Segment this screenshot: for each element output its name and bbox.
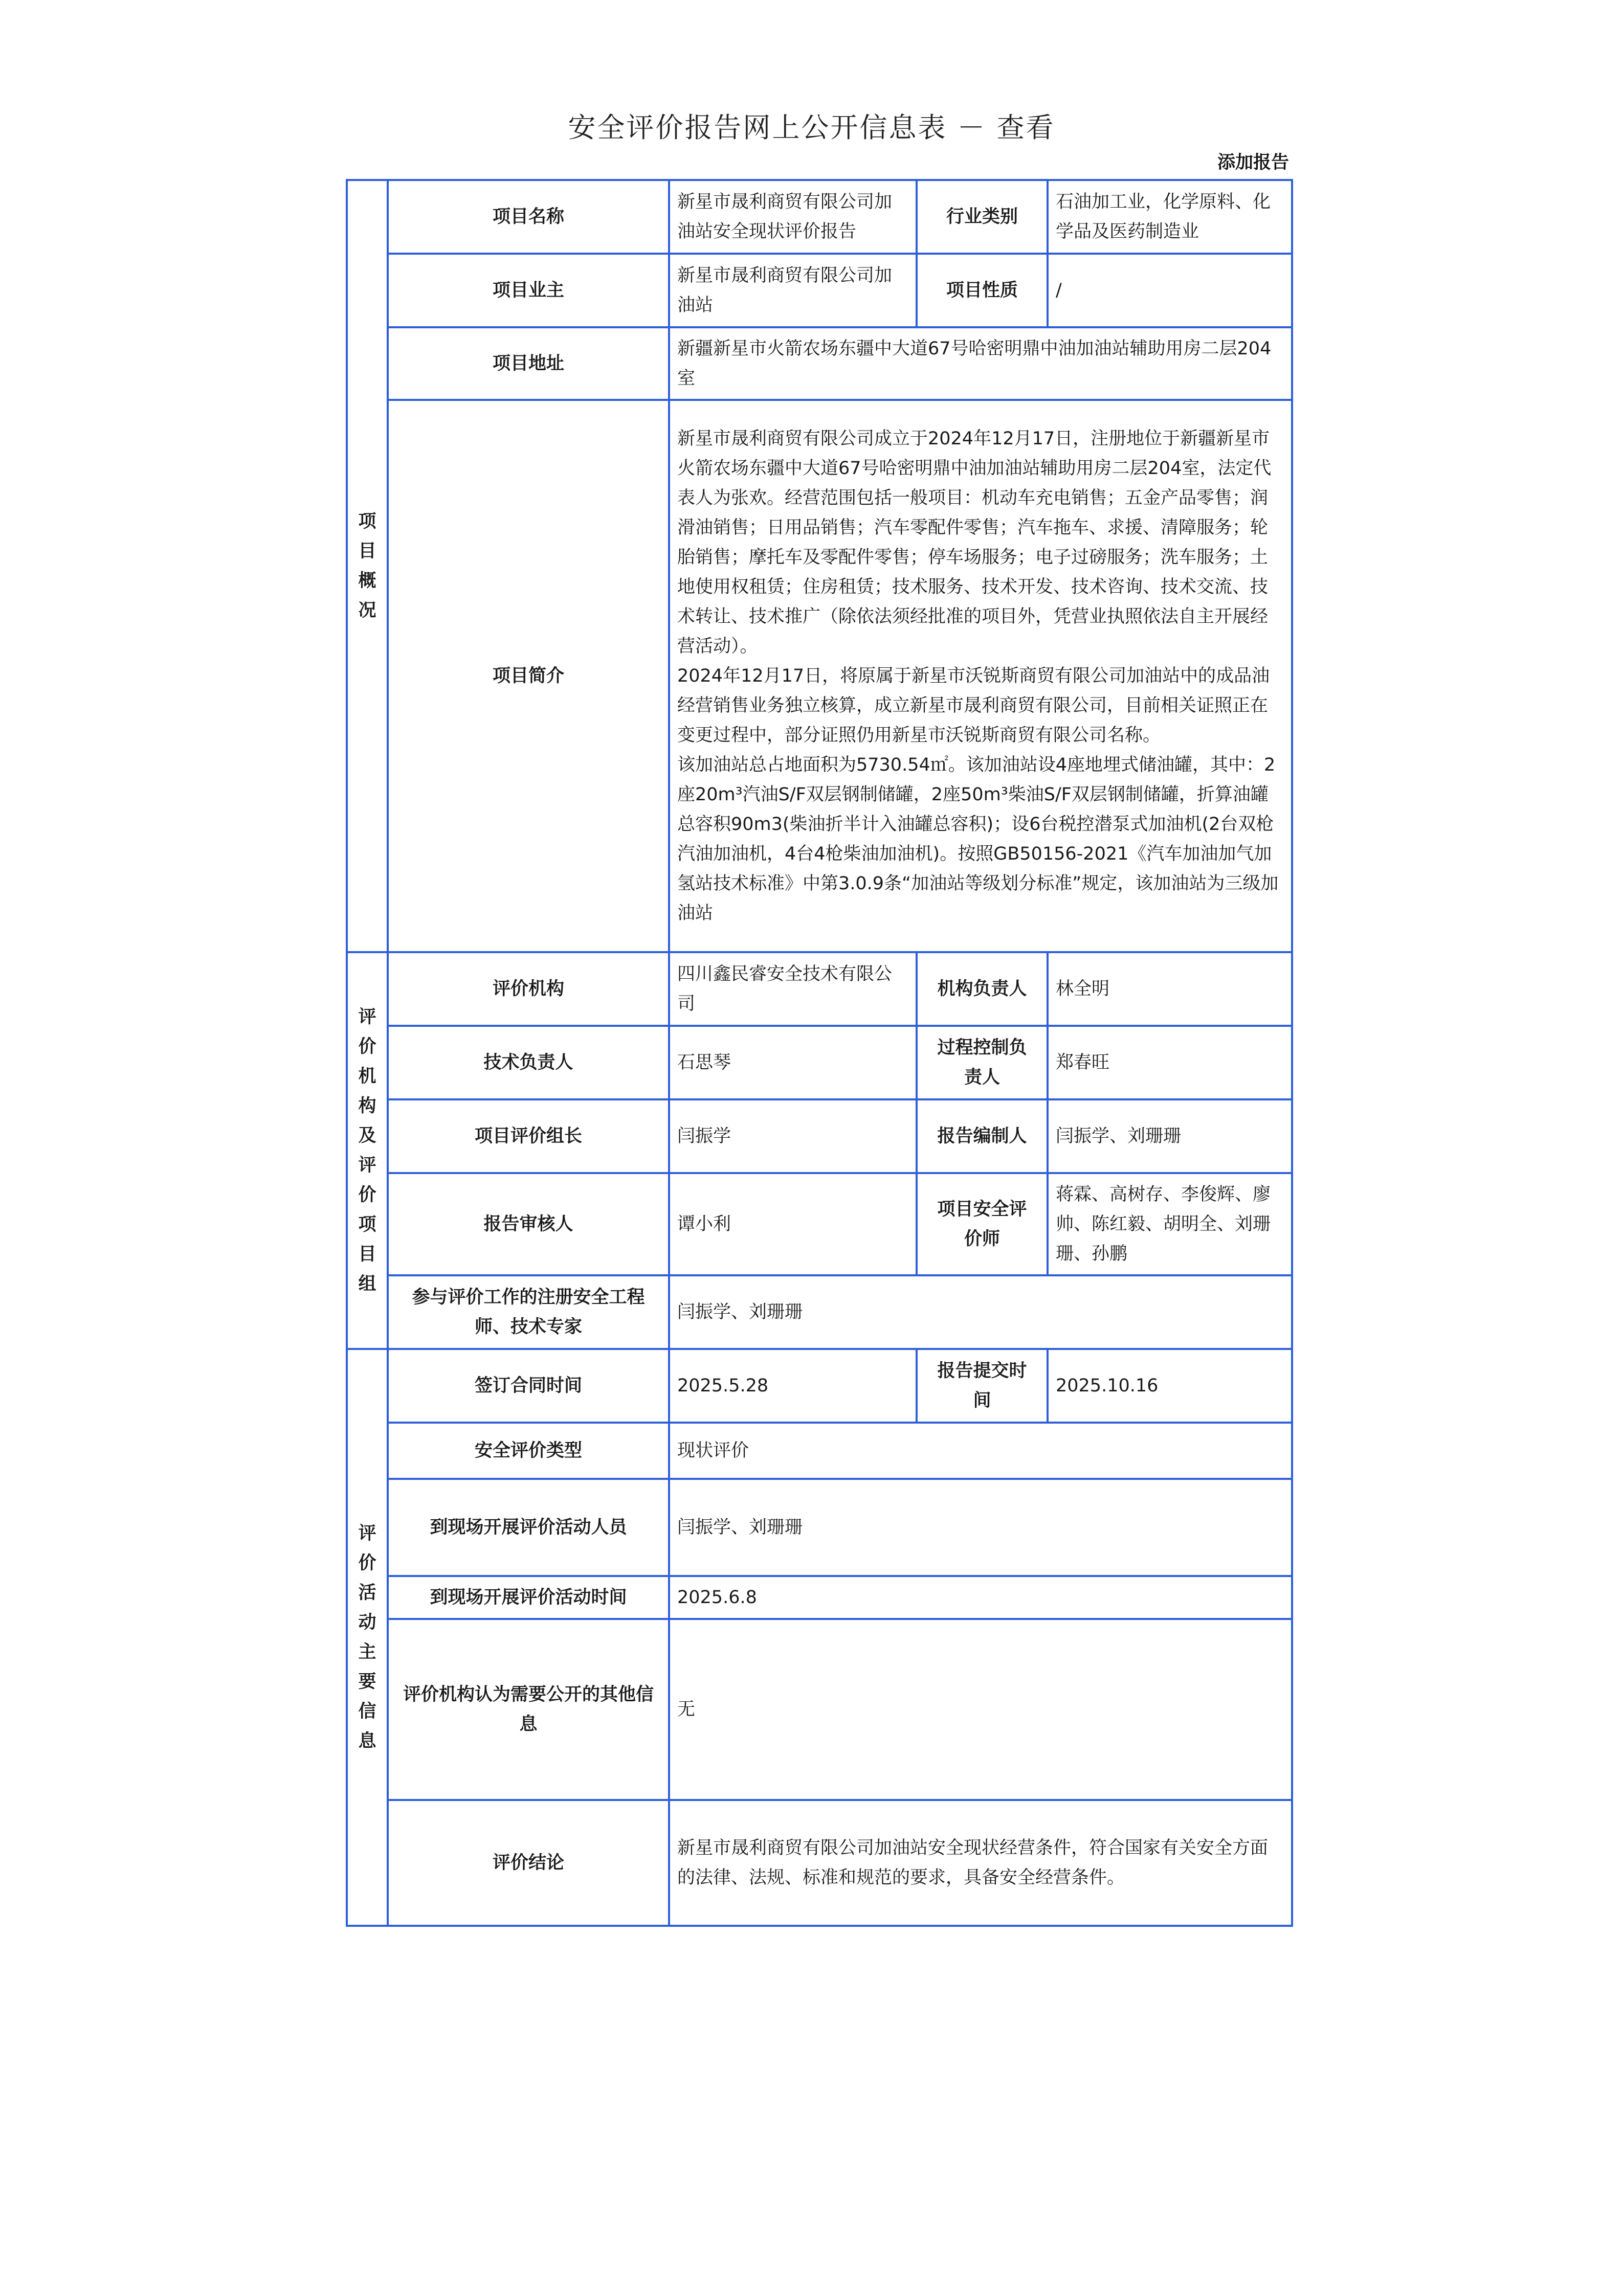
intro-paragraph: 该加油站总占地面积为5730.54㎡。该加油站设4座地埋式储油罐，其中：2座20m³汽油S/F双层钢制储罐，2座50m³柴油S/F双层钢制储罐，折算油罐总容积90m3(柴油折半计入油罐总容积)；设6台税控潜泵式加油机(2台双枪汽油加油机，4台4枪柴油加油机)。按照GB50156-2021《汽车加油加气加氢站技术标准》中第3.0.9条“加油站等级划分标准”规定，该加油站为三级加油站	[677, 755, 1279, 924]
intro-paragraph: 新星市晟利商贸有限公司成立于2024年12月17日，注册地位于新疆新星市火箭农场东疆中大道67号哈密明鼎中油加油站辅助用房二层204室，法定代表人为张欢。经营范围包括一般项目：机动车充电销售；五金产品零售；润滑油销售；日用品销售；汽车零配件零售；汽车拖车、求援、清障服务；轮胎销售；摩托车及零配件零售；停车场服务；电子过磅服务；洗车服务；土地使用权租赁；住房租赁；技术服务、技术开发、技术咨询、技术交流、技术转让、技术推广（除依法须经批准的项目外，凭营业执照依法自主开展经营活动）。	[677, 429, 1272, 657]
submit-time-label: 报告提交时间	[917, 1349, 1048, 1423]
tech-head-value: 石思琴	[669, 1026, 917, 1099]
agency-head-label: 机构负责人	[917, 952, 1048, 1026]
section-org: 评价机构及评价项目组	[347, 952, 388, 1349]
industry-label: 行业类别	[917, 180, 1048, 254]
intro-value	[669, 400, 1292, 952]
conclusion-value: 新星市晟利商贸有限公司加油站安全现状经营条件，符合国家有关安全方面的法律、法规、标准和规范的要求，具备安全经营条件。	[669, 1800, 1292, 1926]
table-row	[347, 1479, 1292, 1576]
table-row	[347, 1800, 1292, 1926]
eval-type-value: 现状评价	[669, 1423, 1292, 1479]
team-leader-value: 闫振学	[669, 1099, 917, 1173]
onsite-people-label: 到现场开展评价活动人员	[388, 1479, 669, 1576]
reviewer-value: 谭小利	[669, 1173, 917, 1275]
project-name-value: 新星市晟利商贸有限公司加油站安全现状评价报告	[669, 180, 917, 254]
info-table	[346, 179, 1293, 1927]
table-row	[347, 1349, 1292, 1423]
agency-label: 评价机构	[388, 952, 669, 1026]
engineers-label: 参与评价工作的注册安全工程师、技术专家	[388, 1275, 669, 1349]
table-row	[347, 254, 1292, 327]
intro-label: 项目简介	[388, 400, 669, 952]
tech-head-label: 技术负责人	[388, 1026, 669, 1099]
agency-value: 四川鑫民睿安全技术有限公司	[669, 952, 917, 1026]
table-row	[347, 1423, 1292, 1479]
other-info-label: 评价机构认为需要公开的其他信息	[388, 1619, 669, 1800]
onsite-people-value: 闫振学、刘珊珊	[669, 1479, 1292, 1576]
project-name-label: 项目名称	[388, 180, 669, 254]
process-head-label: 过程控制负责人	[917, 1026, 1048, 1099]
reviewer-label: 报告审核人	[388, 1173, 669, 1275]
table-row	[347, 952, 1292, 1026]
assessors-value: 蒋霖、高树存、李俊辉、廖帅、陈红毅、胡明全、刘珊珊、孙鹏	[1048, 1173, 1292, 1275]
contract-time-value: 2025.5.28	[669, 1349, 917, 1423]
address-label: 项目地址	[388, 327, 669, 400]
engineers-value: 闫振学、刘珊珊	[669, 1275, 1292, 1349]
report-author-label: 报告编制人	[917, 1099, 1048, 1173]
table-row	[347, 1173, 1292, 1275]
nature-label: 项目性质	[917, 254, 1048, 327]
report-author-value: 闫振学、刘珊珊	[1048, 1099, 1292, 1173]
other-info-value: 无	[669, 1619, 1292, 1800]
table-row	[347, 1275, 1292, 1349]
owner-label: 项目业主	[388, 254, 669, 327]
section-activity: 评价活动主要信息	[347, 1349, 388, 1926]
contract-time-label: 签订合同时间	[388, 1349, 669, 1423]
onsite-time-label: 到现场开展评价活动时间	[388, 1576, 669, 1619]
industry-value: 石油加工业，化学原料、化学品及医药制造业	[1048, 180, 1292, 254]
table-row	[347, 327, 1292, 400]
intro-paragraph: 2024年12月17日，将原属于新星市沃锐斯商贸有限公司加油站中的成品油经营销售业务独立核算，成立新星市晟利商贸有限公司，目前相关证照正在变更过程中，部分证照仍用新星市沃锐斯商贸有限公司名称。	[677, 666, 1270, 746]
address-value: 新疆新星市火箭农场东疆中大道67号哈密明鼎中油加油站辅助用房二层204室	[669, 327, 1292, 400]
submit-time-value: 2025.10.16	[1048, 1349, 1292, 1423]
page-title: 安全评价报告网上公开信息表 － 查看	[568, 111, 1055, 144]
table-row	[347, 180, 1292, 254]
eval-type-label: 安全评价类型	[388, 1423, 669, 1479]
table-row	[347, 1576, 1292, 1619]
team-leader-label: 项目评价组长	[388, 1099, 669, 1173]
owner-value: 新星市晟利商贸有限公司加油站	[669, 254, 917, 327]
table-row	[347, 400, 1292, 952]
conclusion-label: 评价结论	[388, 1800, 669, 1926]
assessors-label: 项目安全评价师	[917, 1173, 1048, 1275]
nature-value: /	[1048, 254, 1292, 327]
table-row	[347, 1099, 1292, 1173]
process-head-value: 郑春旺	[1048, 1026, 1292, 1099]
agency-head-value: 林全明	[1048, 952, 1292, 1026]
table-row	[347, 1619, 1292, 1800]
add-report-link[interactable]: 添加报告	[1217, 152, 1289, 173]
section-overview: 项目概况	[347, 180, 388, 952]
onsite-time-value: 2025.6.8	[669, 1576, 1292, 1619]
table-row	[347, 1026, 1292, 1099]
